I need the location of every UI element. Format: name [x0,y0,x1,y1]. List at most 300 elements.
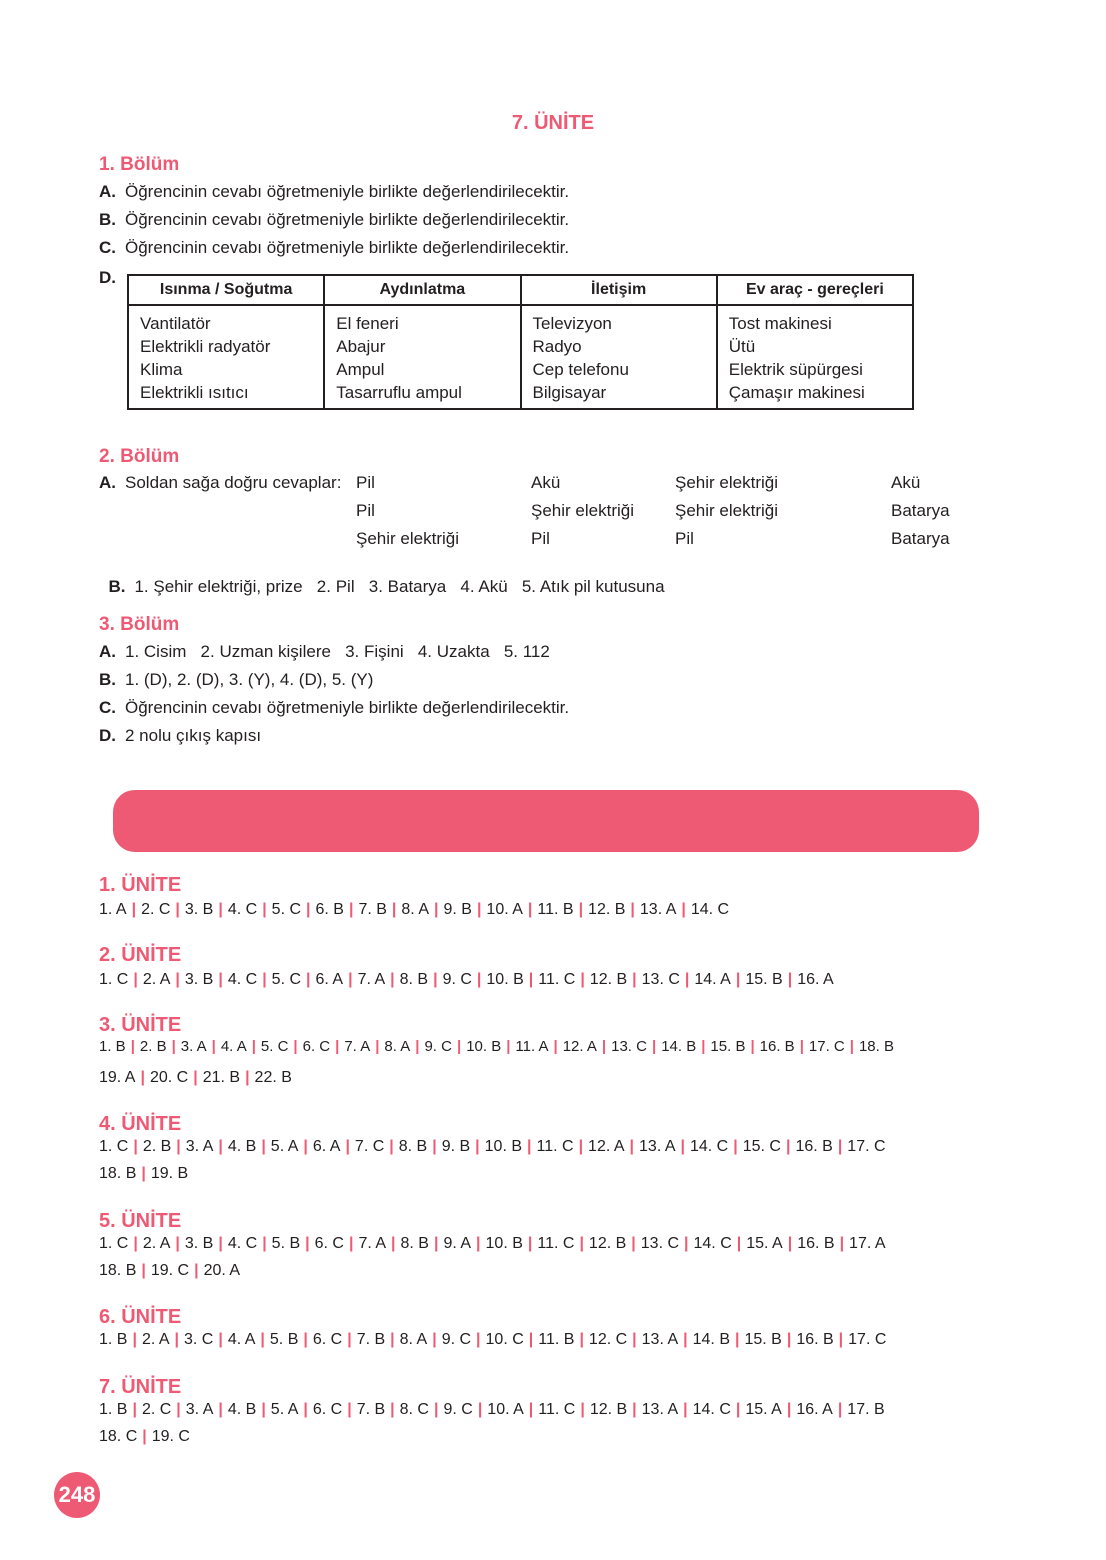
answer-separator: | [175,901,180,918]
answer-item: 19. B [150,1165,189,1182]
answer-item: 12. B [588,901,626,918]
cell-item: Radyo [532,337,582,356]
answer-item: 6. A [312,1138,341,1155]
answer-item: 2. A [142,1235,171,1252]
answer-separator: | [527,901,533,918]
answer-item: 8. B [399,971,429,988]
line-label: D. [99,726,116,745]
answer-item: 18. C [99,1428,138,1445]
bolum2-answer-cell: Akü [531,473,561,492]
answer-item: 17. C [847,1138,886,1155]
answer-item: 2. B [139,1038,167,1055]
bolum1-line-b [99,210,569,230]
answer-separator: | [632,971,637,988]
answer-separator: | [347,1331,352,1348]
answer-item: 5. B [269,1331,299,1348]
answer-separator: | [629,1138,635,1155]
answer-separator: | [171,1038,176,1055]
answer-item: 20. A [203,1262,241,1279]
line-label: A. [99,182,116,201]
answer-line [99,1038,894,1055]
answer-separator: | [262,1235,267,1252]
bolum2-answer-cell: Şehir elektriği [531,501,634,520]
cell-item: Elektrikli ısıtıcı [140,383,249,402]
answer-separator: | [476,1331,481,1348]
answer-separator: | [131,901,137,918]
answer-separator: | [734,1331,740,1348]
cell-item: Vantilatör [140,314,211,333]
answer-item: 15. C [742,1138,781,1155]
cell-item: Televizyon [532,314,612,333]
answer-separator: | [528,971,534,988]
bolum2-answer-cell: Pil [356,473,375,492]
table-header: İletişim [521,275,717,305]
answer-separator: | [527,1138,532,1155]
answer-separator: | [176,1401,181,1418]
answer-item: 9. C [441,1331,472,1348]
answer-item: 16. A [797,971,834,988]
answer-separator: | [251,1038,256,1055]
answer-separator: | [651,1038,657,1055]
answer-item: 10. B [466,1038,502,1055]
line-label: A. [99,642,116,661]
answer-item: 7. A [358,1235,387,1252]
answer-separator: | [736,1235,742,1252]
answer-item: 15. A [746,1235,783,1252]
answer-item: 13. A [639,901,677,918]
cell-item: Ütü [728,337,756,356]
answer-item: 8. C [399,1401,429,1418]
answer-item: 7. A [344,1038,371,1055]
answer-line [99,901,729,919]
line-text: Öğrencinin cevabı öğretmeniyle birlikte değerlendirilecektir. [125,698,570,717]
answer-separator: | [578,1138,584,1155]
answer-item: 3. A [180,1038,207,1055]
answer-item: 14. A [694,971,731,988]
answer-item: 15. B [710,1038,746,1055]
answer-separator: | [347,1401,352,1418]
answer-separator: | [701,1038,706,1055]
answer-separator: | [390,971,395,988]
answer-separator: | [787,971,793,988]
answer-separator: | [580,1401,585,1418]
table-header: Ev araç - gereçleri [717,275,913,305]
answer-separator: | [849,1038,854,1055]
answer-separator: | [133,1138,138,1155]
answer-item: 4. C [227,971,258,988]
line-text: Öğrencinin cevabı öğretmeniyle birlikte değerlendirilecektir. [125,210,570,229]
answer-item: 3. A [185,1401,214,1418]
line-text: 2 nolu çıkış kapısı [125,726,262,745]
answer-separator: | [303,1401,308,1418]
cell-item: Cep telefonu [532,360,629,379]
answer-item: 9. C [443,1401,473,1418]
line-label: C. [99,698,116,717]
bolum3-line-c [99,698,569,718]
answer-item: 17. A [849,1235,886,1252]
answer-separator: | [303,1331,308,1348]
answer-item: 6. C [302,1038,331,1055]
answer-separator: | [837,1401,843,1418]
answer-separator: | [218,901,223,918]
cell-item: El feneri [336,314,399,333]
answer-line [99,1331,886,1349]
answer-separator: | [390,1331,395,1348]
answer-item: 2. C [141,1401,172,1418]
answer-separator: | [132,1331,137,1348]
answer-separator: | [142,1428,147,1445]
answer-item: 1. C [99,971,129,988]
line-label: D. [99,268,116,287]
answer-item: 11. C [538,971,576,988]
answer-item: 11. C [538,1401,576,1418]
answer-item: 20. C [149,1069,189,1086]
answer-separator: | [303,1138,308,1155]
line-label: B. [108,577,126,596]
answer-item: 13. C [640,1235,680,1252]
answer-item: 10. B [485,1235,523,1252]
line-text: Öğrencinin cevabı öğretmeniyle birlikte değerlendirilecektir. [125,238,570,257]
answer-item: 6. C [312,1401,343,1418]
answer-item: 14. C [690,901,730,918]
page-number: 248 [54,1472,100,1518]
answer-item: 5. C [260,1038,289,1055]
line-text: 1. (D), 2. (D), 3. (Y), 4. (D), 5. (Y) [125,670,374,689]
answer-separator: | [785,1138,791,1155]
answer-item: 12. B [588,1235,627,1252]
bolum2-answer-cell: Batarya [891,501,950,520]
answer-item: 13. A [641,1401,679,1418]
answer-separator: | [432,1331,437,1348]
answer-separator: | [375,1038,380,1055]
bolum2-answer-cell: Şehir elektriği [356,529,459,548]
answer-item: 10. C [485,1331,524,1348]
answer-item: 12. A [562,1038,597,1055]
answer-line [99,1235,886,1253]
answer-item: 14. C [693,1235,732,1252]
answer-item: 3. A [185,1138,214,1155]
answer-item: 13. C [611,1038,647,1055]
answer-separator: | [133,971,138,988]
answer-item: 1. C [99,1235,129,1252]
answer-item: 18. B [99,1262,137,1279]
answer-item: 13. A [639,1138,676,1155]
answer-separator: | [306,901,311,918]
table-row [128,305,913,409]
bolum2-answer-cell: Pil [356,501,375,520]
answer-item: 9. C [424,1038,452,1055]
answer-separator: | [348,1235,354,1252]
answer-separator: | [245,1069,250,1086]
answer-separator: | [261,1401,266,1418]
answer-separator: | [348,901,354,918]
answer-separator: | [391,1235,396,1252]
answer-item: 1. C [99,1138,129,1155]
cell-item: Bilgisayar [532,383,607,402]
cell-item: Tost makinesi [728,314,832,333]
answer-item: 14. C [692,1401,731,1418]
cell-item: Çamaşır makinesi [728,383,865,402]
bolum2-line-b [99,557,665,597]
answer-separator: | [839,1235,845,1252]
answer-item: 4. A [220,1038,247,1055]
answer-separator: | [528,1401,534,1418]
bolum1-line-c [99,238,569,258]
answer-item: 12. C [588,1331,628,1348]
answer-line [99,1069,292,1087]
answer-line [99,1401,885,1419]
answer-item: 15. A [745,1401,782,1418]
answer-separator: | [799,1038,804,1055]
bolum3-line-a [99,642,550,662]
answer-unit-title: 2. ÜNİTE [99,944,182,966]
answer-separator: | [838,1331,844,1348]
bolum2-answer-cell: Pil [531,529,550,548]
answer-item: 17. B [847,1401,885,1418]
answer-item: 4. A [227,1331,256,1348]
answer-line [99,1428,190,1446]
bolum2-line-a [99,473,341,493]
table-cell [717,305,913,409]
answer-separator: | [133,1235,138,1252]
answer-item: 7. B [356,1401,386,1418]
answer-separator: | [837,1138,843,1155]
answer-item: 8. A [399,1331,428,1348]
answer-line [99,1138,886,1156]
answer-separator: | [506,1038,511,1055]
answer-separator: | [553,1038,558,1055]
answer-separator: | [786,1401,792,1418]
answer-item: 4. C [227,901,258,918]
bolum2-answer-cell: Şehir elektriği [675,501,778,520]
answer-separator: | [305,1235,310,1252]
answer-item: 11. B [537,901,574,918]
answer-item: 5. B [271,1235,301,1252]
answer-item: 9. B [443,901,472,918]
answer-separator: | [132,1401,137,1418]
answer-separator: | [684,971,690,988]
answer-separator: | [262,971,267,988]
answer-item: 9. A [443,1235,472,1252]
answer-item: 3. B [184,901,214,918]
answer-separator: | [735,1401,741,1418]
answer-separator: | [632,1401,637,1418]
answer-separator: | [433,901,439,918]
answer-item: 12. B [589,971,628,988]
answer-separator: | [632,1331,637,1348]
answer-line [99,971,834,989]
bolum2-answer-cell: Şehir elektriği [675,473,778,492]
answer-separator: | [476,1235,481,1252]
answer-unit-title: 3. ÜNİTE [99,1014,182,1036]
answer-separator: | [211,1038,216,1055]
answer-item: 3. B [184,971,214,988]
answer-separator: | [193,1069,198,1086]
answer-unit-title: 7. ÜNİTE [99,1376,182,1398]
answer-separator: | [218,1401,223,1418]
table-header: Isınma / Soğutma [128,275,324,305]
answer-item: 6. C [312,1331,343,1348]
answer-item: 15. B [744,1331,782,1348]
answer-separator: | [141,1165,146,1182]
answer-item: 18. B [858,1038,894,1055]
answer-separator: | [683,1401,688,1418]
answer-item: 7. C [354,1138,385,1155]
answer-separator: | [293,1038,298,1055]
answer-separator: | [476,971,482,988]
answer-item: 4. C [227,1235,258,1252]
answer-separator: | [261,1138,266,1155]
answer-item: 4. B [227,1401,257,1418]
unit-title: 7. ÜNİTE [511,112,595,134]
answer-separator: | [601,1038,607,1055]
section-title-bolum3: 3. Bölüm [99,614,180,635]
answer-separator: | [140,1069,145,1086]
answer-item: 9. B [441,1138,471,1155]
answer-item: 16. A [796,1401,833,1418]
answer-item: 1. A [99,901,127,918]
answer-item: 5. C [271,971,302,988]
answer-item: 10. A [487,1401,524,1418]
answer-separator: | [527,1235,533,1252]
answer-separator: | [787,1235,793,1252]
bolum2-answer-cell: Batarya [891,529,950,548]
answer-item: 6. B [315,901,344,918]
answer-item: 1. B [99,1401,128,1418]
device-category-table [127,274,914,410]
answer-separator: | [176,1138,181,1155]
answer-line [99,1165,188,1183]
answer-item: 2. C [141,901,171,918]
answer-item: 11. A [515,1038,549,1055]
line-text: Öğrencinin cevabı öğretmeniyle birlikte değerlendirilecektir. [125,182,570,201]
answer-separator: | [218,1235,223,1252]
line-label: A. [99,473,116,492]
answer-line [99,1262,240,1280]
answer-item: 7. B [356,1331,386,1348]
answer-item: 16. B [797,1235,835,1252]
answer-separator: | [578,901,584,918]
answer-item: 10. B [484,1138,523,1155]
answer-separator: | [631,1235,636,1252]
answer-separator: | [175,1235,180,1252]
line-text: 1. Cisim 2. Uzman kişilere 3. Fişini 4. Uzakta 5. 112 [125,642,550,661]
answer-separator: | [733,1138,738,1155]
line-label: B. [99,210,116,229]
answer-unit-title: 4. ÜNİTE [99,1113,182,1135]
answer-key-banner: DEĞERLENDİRME TESTİ CEVAP ANAHTARI [113,790,979,852]
answer-item: 3. C [184,1331,214,1348]
table-header-row [128,275,913,305]
answer-item: 14. B [692,1331,730,1348]
answer-separator: | [175,971,180,988]
answer-separator: | [194,1262,199,1279]
answer-item: 10. A [486,901,523,918]
answer-separator: | [345,1138,350,1155]
answer-separator: | [528,1331,534,1348]
table-cell [324,305,520,409]
answer-separator: | [433,1401,439,1418]
answer-item: 1. B [99,1038,126,1055]
answer-item: 5. C [271,901,302,918]
answer-item: 12. A [588,1138,625,1155]
table-cell [521,305,717,409]
answer-item: 14. C [689,1138,729,1155]
bolum1-line-d-label [99,268,125,288]
cell-item: Elektrikli radyatör [140,337,271,356]
answer-item: 18. B [99,1165,137,1182]
answer-separator: | [174,1331,180,1348]
section-title-bolum1: 1. Bölüm [99,154,180,175]
answer-item: 19. C [150,1262,190,1279]
cell-item: Elektrik süpürgesi [728,360,863,379]
answer-item: 13. C [641,971,680,988]
answer-separator: | [389,1138,394,1155]
answer-separator: | [141,1262,146,1279]
answer-separator: | [391,901,397,918]
answer-item: 8. A [384,1038,411,1055]
answer-separator: | [390,1401,395,1418]
answer-item: 3. B [184,1235,214,1252]
answer-item: 14. B [661,1038,697,1055]
answer-separator: | [433,1235,439,1252]
table-cell [128,305,324,409]
answer-item: 11. C [536,1138,574,1155]
answer-separator: | [260,1331,265,1348]
answer-item: 7. A [357,971,386,988]
answer-item: 15. B [745,971,783,988]
table-header: Aydınlatma [324,275,520,305]
cell-item: Tasarruflu ampul [336,383,462,402]
answer-unit-title: 5. ÜNİTE [99,1210,182,1232]
answer-separator: | [579,1235,584,1252]
answer-item: 2. B [142,1138,172,1155]
answer-separator: | [218,1331,223,1348]
answer-item: 8. B [398,1138,428,1155]
answer-item: 9. C [442,971,472,988]
answer-item: 13. A [641,1331,679,1348]
cell-item: Ampul [336,360,385,379]
line-text: Soldan sağa doğru cevaplar: [125,473,342,492]
answer-item: 7. B [358,901,387,918]
answer-separator: | [477,1401,483,1418]
answer-separator: | [415,1038,420,1055]
answer-separator: | [786,1331,792,1348]
answer-separator: | [218,971,223,988]
answer-separator: | [306,971,311,988]
answer-item: 4. B [227,1138,257,1155]
answer-separator: | [433,971,438,988]
answer-item: 21. B [202,1069,241,1086]
answer-separator: | [348,971,353,988]
answer-item: 8. A [401,901,429,918]
answer-item: 6. A [315,971,344,988]
answer-separator: | [218,1138,223,1155]
answer-separator: | [580,971,585,988]
answer-separator: | [262,901,267,918]
bolum1-line-a [99,182,569,202]
answer-item: 2. A [142,971,171,988]
answer-item: 16. B [796,1331,834,1348]
answer-unit-title: 6. ÜNİTE [99,1306,182,1328]
answer-separator: | [335,1038,340,1055]
answer-separator: | [432,1138,437,1155]
answer-separator: | [750,1038,755,1055]
answer-item: 11. C [537,1235,575,1252]
cell-item: Klima [140,360,183,379]
answer-separator: | [456,1038,462,1055]
line-text: 1. Şehir elektriği, prize 2. Pil 3. Batarya 4. Akü 5. Atık pil kutusuna [134,577,665,596]
